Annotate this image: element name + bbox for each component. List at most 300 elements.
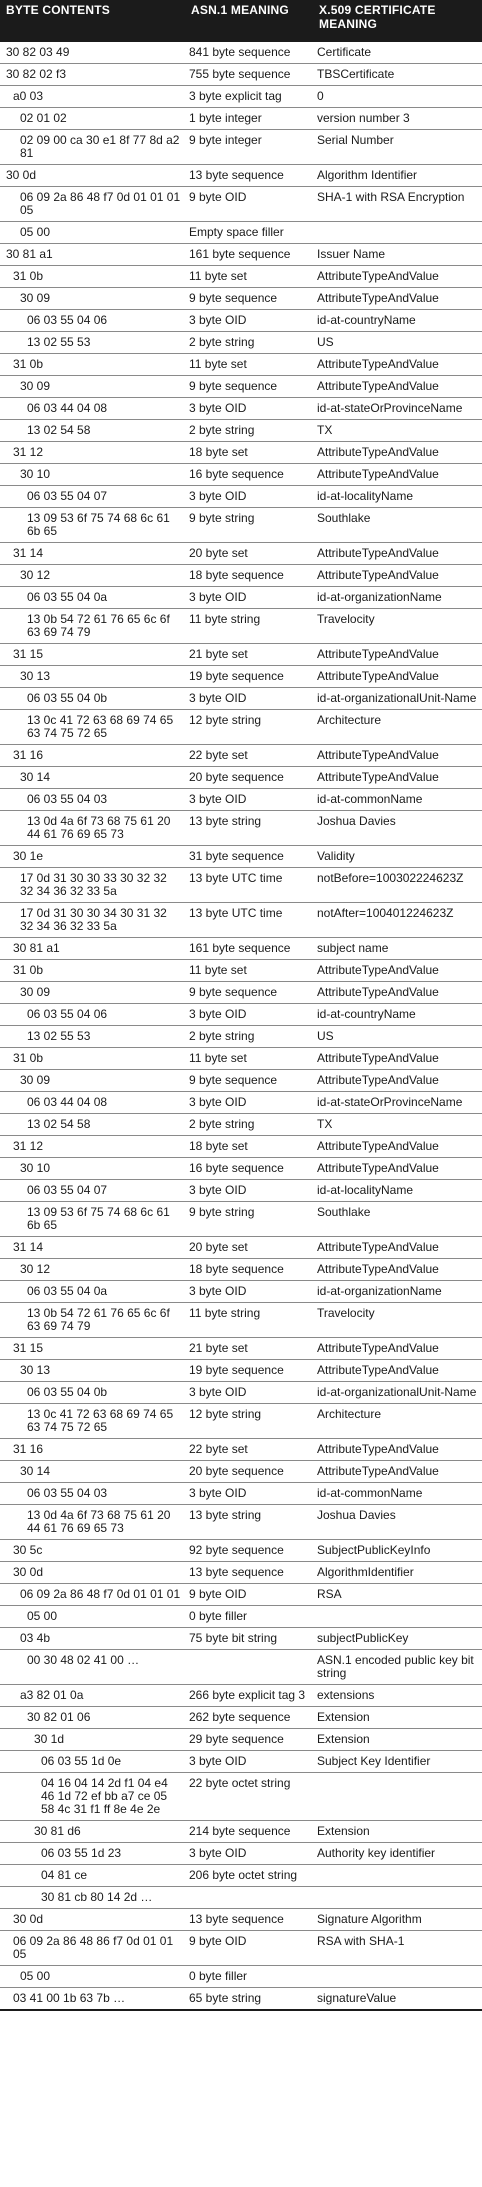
x509-meaning-cell: AttributeTypeAndValue bbox=[313, 288, 482, 310]
x509-meaning-cell: AttributeTypeAndValue bbox=[313, 565, 482, 587]
x509-meaning-cell: AttributeTypeAndValue bbox=[313, 1158, 482, 1180]
x509-meaning-cell: id-at-localityName bbox=[313, 1180, 482, 1202]
byte-contents-cell: 02 01 02 bbox=[0, 108, 185, 130]
x509-meaning-cell bbox=[313, 222, 482, 244]
table-row bbox=[0, 1461, 482, 1483]
x509-meaning-cell: notAfter=100401224623Z bbox=[313, 903, 482, 938]
table-row bbox=[0, 420, 482, 442]
asn1-meaning-cell: 3 byte OID bbox=[185, 587, 313, 609]
x509-meaning-cell: AttributeTypeAndValue bbox=[313, 464, 482, 486]
byte-contents-cell: 06 09 2a 86 48 f7 0d 01 01 01 05 bbox=[0, 187, 185, 222]
table-row bbox=[0, 187, 482, 222]
byte-contents-cell: 30 10 bbox=[0, 464, 185, 486]
byte-contents-cell: 06 03 55 04 0b bbox=[0, 1382, 185, 1404]
x509-meaning-cell: Architecture bbox=[313, 710, 482, 745]
table-row bbox=[0, 1773, 482, 1821]
asn1-meaning-cell: 0 byte filler bbox=[185, 1606, 313, 1628]
asn1-meaning-cell: 11 byte set bbox=[185, 354, 313, 376]
x509-meaning-cell: AttributeTypeAndValue bbox=[313, 354, 482, 376]
asn1-meaning-cell: 16 byte sequence bbox=[185, 1158, 313, 1180]
x509-meaning-cell: id-at-organizationalUnit-Name bbox=[313, 1382, 482, 1404]
byte-contents-cell: 31 0b bbox=[0, 266, 185, 288]
asn1-meaning-cell: 18 byte set bbox=[185, 442, 313, 464]
table-row bbox=[0, 1360, 482, 1382]
asn1-meaning-cell: 18 byte sequence bbox=[185, 565, 313, 587]
asn1-meaning-cell: 21 byte set bbox=[185, 1338, 313, 1360]
table-row bbox=[0, 666, 482, 688]
asn1-meaning-cell: 9 byte sequence bbox=[185, 376, 313, 398]
byte-contents-cell: 02 09 00 ca 30 e1 8f 77 8d a2 81 bbox=[0, 130, 185, 165]
x509-meaning-cell: ASN.1 encoded public key bit string bbox=[313, 1650, 482, 1685]
table-row bbox=[0, 868, 482, 903]
byte-contents-cell: 30 81 d6 bbox=[0, 1821, 185, 1843]
asn1-meaning-cell: 3 byte OID bbox=[185, 398, 313, 420]
x509-meaning-cell: subject name bbox=[313, 938, 482, 960]
asn1-meaning-cell: 20 byte set bbox=[185, 1237, 313, 1259]
x509-meaning-cell: id-at-countryName bbox=[313, 310, 482, 332]
asn1-meaning-cell: 3 byte OID bbox=[185, 1281, 313, 1303]
asn1-meaning-cell: 92 byte sequence bbox=[185, 1540, 313, 1562]
asn1-meaning-cell: 13 byte sequence bbox=[185, 1909, 313, 1931]
table-row bbox=[0, 310, 482, 332]
x509-meaning-cell: AlgorithmIdentifier bbox=[313, 1562, 482, 1584]
asn1-meaning-cell: 161 byte sequence bbox=[185, 938, 313, 960]
asn1-meaning-cell: 75 byte bit string bbox=[185, 1628, 313, 1650]
table-row bbox=[0, 222, 482, 244]
x509-meaning-cell: US bbox=[313, 1026, 482, 1048]
asn1-meaning-cell: 21 byte set bbox=[185, 644, 313, 666]
table-row bbox=[0, 644, 482, 666]
table-row bbox=[0, 710, 482, 745]
asn1-meaning-cell: 9 byte integer bbox=[185, 130, 313, 165]
table-row bbox=[0, 1628, 482, 1650]
byte-contents-cell: 30 0d bbox=[0, 165, 185, 187]
byte-contents-cell: 30 12 bbox=[0, 565, 185, 587]
byte-contents-cell: 06 03 55 1d 23 bbox=[0, 1843, 185, 1865]
asn1-meaning-cell: 29 byte sequence bbox=[185, 1729, 313, 1751]
table-row bbox=[0, 789, 482, 811]
table-row bbox=[0, 1303, 482, 1338]
table-row bbox=[0, 1540, 482, 1562]
byte-contents-cell: 30 82 02 f3 bbox=[0, 64, 185, 86]
table-row bbox=[0, 1685, 482, 1707]
x509-meaning-cell: AttributeTypeAndValue bbox=[313, 982, 482, 1004]
table-row bbox=[0, 130, 482, 165]
asn1-meaning-cell: 19 byte sequence bbox=[185, 1360, 313, 1382]
asn1-meaning-cell: 1 byte integer bbox=[185, 108, 313, 130]
asn1-meaning-cell: 13 byte string bbox=[185, 811, 313, 846]
asn1-meaning-cell: 2 byte string bbox=[185, 1114, 313, 1136]
x509-meaning-cell: TBSCertificate bbox=[313, 64, 482, 86]
asn1-meaning-cell: 2 byte string bbox=[185, 332, 313, 354]
x509-meaning-cell: Extension bbox=[313, 1729, 482, 1751]
asn1-meaning-cell: 13 byte UTC time bbox=[185, 903, 313, 938]
byte-contents-cell: 30 10 bbox=[0, 1158, 185, 1180]
x509-meaning-cell: id-at-organizationName bbox=[313, 1281, 482, 1303]
byte-contents-cell: 31 0b bbox=[0, 960, 185, 982]
x509-meaning-cell bbox=[313, 1865, 482, 1887]
x509-meaning-cell: Architecture bbox=[313, 1404, 482, 1439]
byte-contents-cell: 13 09 53 6f 75 74 68 6c 61 6b 65 bbox=[0, 1202, 185, 1237]
table-row bbox=[0, 1751, 482, 1773]
byte-contents-cell: 30 82 01 06 bbox=[0, 1707, 185, 1729]
table-row bbox=[0, 1707, 482, 1729]
asn1-meaning-cell: 11 byte string bbox=[185, 609, 313, 644]
x509-meaning-cell: US bbox=[313, 332, 482, 354]
table-row bbox=[0, 1439, 482, 1461]
asn1-meaning-cell: 3 byte OID bbox=[185, 1751, 313, 1773]
asn1-meaning-cell: 3 byte explicit tag bbox=[185, 86, 313, 108]
table-row bbox=[0, 398, 482, 420]
asn1-meaning-cell: 31 byte sequence bbox=[185, 846, 313, 868]
x509-meaning-cell: AttributeTypeAndValue bbox=[313, 666, 482, 688]
x509-meaning-cell bbox=[313, 1966, 482, 1988]
asn1-meaning-cell: 22 byte set bbox=[185, 1439, 313, 1461]
table-row bbox=[0, 42, 482, 64]
byte-contents-cell: 05 00 bbox=[0, 1966, 185, 1988]
byte-contents-cell: 04 16 04 14 2d f1 04 e4 46 1d 72 ef bb a7 ce 05 58 4c 31 f1 ff 8e 4e 2e bbox=[0, 1773, 185, 1821]
x509-meaning-cell: Serial Number bbox=[313, 130, 482, 165]
table-row bbox=[0, 1158, 482, 1180]
x509-meaning-cell: Algorithm Identifier bbox=[313, 165, 482, 187]
x509-meaning-cell: AttributeTypeAndValue bbox=[313, 1461, 482, 1483]
asn1-meaning-cell: 3 byte OID bbox=[185, 688, 313, 710]
x509-meaning-cell: TX bbox=[313, 1114, 482, 1136]
asn1-meaning-cell: 22 byte octet string bbox=[185, 1773, 313, 1821]
byte-contents-cell: 30 13 bbox=[0, 1360, 185, 1382]
table-row bbox=[0, 1966, 482, 1988]
x509-meaning-cell: Joshua Davies bbox=[313, 811, 482, 846]
x509-meaning-cell: SubjectPublicKeyInfo bbox=[313, 1540, 482, 1562]
byte-contents-cell: 00 30 48 02 41 00 … bbox=[0, 1650, 185, 1685]
byte-contents-cell: 06 03 44 04 08 bbox=[0, 398, 185, 420]
table-row bbox=[0, 1606, 482, 1628]
table-row bbox=[0, 1843, 482, 1865]
asn1-meaning-cell: 11 byte set bbox=[185, 1048, 313, 1070]
byte-contents-cell: 30 82 03 49 bbox=[0, 42, 185, 64]
asn1-meaning-cell: 20 byte sequence bbox=[185, 767, 313, 789]
byte-contents-cell: 06 03 55 04 07 bbox=[0, 486, 185, 508]
byte-contents-cell: 30 09 bbox=[0, 1070, 185, 1092]
x509-meaning-cell: subjectPublicKey bbox=[313, 1628, 482, 1650]
asn1-meaning-cell: 9 byte sequence bbox=[185, 982, 313, 1004]
table-row bbox=[0, 767, 482, 789]
x509-meaning-cell bbox=[313, 1773, 482, 1821]
x509-meaning-cell: AttributeTypeAndValue bbox=[313, 644, 482, 666]
table-row bbox=[0, 960, 482, 982]
x509-meaning-cell: Validity bbox=[313, 846, 482, 868]
x509-meaning-cell: id-at-commonName bbox=[313, 789, 482, 811]
x509-meaning-cell bbox=[313, 1606, 482, 1628]
table-row bbox=[0, 108, 482, 130]
byte-contents-cell: 31 16 bbox=[0, 1439, 185, 1461]
byte-contents-cell: a0 03 bbox=[0, 86, 185, 108]
table-row bbox=[0, 1505, 482, 1540]
byte-contents-cell: 06 03 55 04 07 bbox=[0, 1180, 185, 1202]
asn1-meaning-cell: 3 byte OID bbox=[185, 1483, 313, 1505]
asn1-meaning-cell: 19 byte sequence bbox=[185, 666, 313, 688]
x509-meaning-cell: id-at-organizationName bbox=[313, 587, 482, 609]
x509-meaning-cell: RSA with SHA-1 bbox=[313, 1931, 482, 1966]
asn1-meaning-cell: 18 byte set bbox=[185, 1136, 313, 1158]
x509-meaning-cell: id-at-stateOrProvinceName bbox=[313, 398, 482, 420]
byte-contents-cell: 31 15 bbox=[0, 644, 185, 666]
byte-contents-cell: 13 0d 4a 6f 73 68 75 61 20 44 61 76 69 65 73 bbox=[0, 811, 185, 846]
byte-contents-cell: 03 4b bbox=[0, 1628, 185, 1650]
byte-contents-cell: 05 00 bbox=[0, 1606, 185, 1628]
table-row bbox=[0, 288, 482, 310]
asn1-meaning-cell: 3 byte OID bbox=[185, 310, 313, 332]
table-row bbox=[0, 1821, 482, 1843]
asn1-meaning-cell: 9 byte OID bbox=[185, 1931, 313, 1966]
byte-contents-cell: 06 03 55 04 0a bbox=[0, 587, 185, 609]
byte-contents-cell: 13 0c 41 72 63 68 69 74 65 63 74 75 72 65 bbox=[0, 710, 185, 745]
table-row bbox=[0, 1729, 482, 1751]
byte-contents-cell: 31 0b bbox=[0, 354, 185, 376]
table-row bbox=[0, 846, 482, 868]
x509-meaning-cell: AttributeTypeAndValue bbox=[313, 1136, 482, 1158]
asn1-meaning-cell: Empty space filler bbox=[185, 222, 313, 244]
byte-contents-cell: 13 02 55 53 bbox=[0, 332, 185, 354]
table-row bbox=[0, 1404, 482, 1439]
byte-contents-cell: 13 0c 41 72 63 68 69 74 65 63 74 75 72 65 bbox=[0, 1404, 185, 1439]
asn1-meaning-cell: 214 byte sequence bbox=[185, 1821, 313, 1843]
byte-contents-cell: 30 12 bbox=[0, 1259, 185, 1281]
table-row bbox=[0, 1004, 482, 1026]
table-row bbox=[0, 1259, 482, 1281]
byte-contents-cell: 30 81 a1 bbox=[0, 938, 185, 960]
asn1-meaning-cell: 9 byte sequence bbox=[185, 288, 313, 310]
header-row bbox=[0, 0, 482, 42]
table-row bbox=[0, 86, 482, 108]
table-row bbox=[0, 244, 482, 266]
byte-contents-cell: a3 82 01 0a bbox=[0, 1685, 185, 1707]
byte-contents-cell: 13 0b 54 72 61 76 65 6c 6f 63 69 74 79 bbox=[0, 609, 185, 644]
asn1-meaning-cell: 11 byte set bbox=[185, 266, 313, 288]
x509-meaning-cell: Extension bbox=[313, 1707, 482, 1729]
x509-meaning-cell: AttributeTypeAndValue bbox=[313, 745, 482, 767]
byte-contents-cell: 13 0b 54 72 61 76 65 6c 6f 63 69 74 79 bbox=[0, 1303, 185, 1338]
asn1-meaning-cell: 3 byte OID bbox=[185, 486, 313, 508]
byte-contents-cell: 04 81 ce bbox=[0, 1865, 185, 1887]
header-x509-meaning: X.509 CERTIFICATE MEANING bbox=[313, 0, 482, 42]
asn1-meaning-cell: 9 byte string bbox=[185, 508, 313, 543]
table-row bbox=[0, 982, 482, 1004]
x509-meaning-cell: Southlake bbox=[313, 508, 482, 543]
x509-meaning-cell: id-at-stateOrProvinceName bbox=[313, 1092, 482, 1114]
asn1-meaning-cell: 2 byte string bbox=[185, 420, 313, 442]
x509-meaning-cell: AttributeTypeAndValue bbox=[313, 376, 482, 398]
table-row bbox=[0, 1070, 482, 1092]
x509-meaning-cell: AttributeTypeAndValue bbox=[313, 1360, 482, 1382]
x509-meaning-cell: SHA-1 with RSA Encryption bbox=[313, 187, 482, 222]
asn1-meaning-cell: 3 byte OID bbox=[185, 1382, 313, 1404]
byte-contents-cell: 31 14 bbox=[0, 1237, 185, 1259]
asn1-meaning-cell: 13 byte string bbox=[185, 1505, 313, 1540]
byte-contents-cell: 13 02 54 58 bbox=[0, 1114, 185, 1136]
asn1-meaning-cell: 161 byte sequence bbox=[185, 244, 313, 266]
asn1-meaning-cell: 13 byte UTC time bbox=[185, 868, 313, 903]
table-row bbox=[0, 442, 482, 464]
byte-contents-cell: 06 09 2a 86 48 f7 0d 01 01 01 bbox=[0, 1584, 185, 1606]
byte-contents-cell: 17 0d 31 30 30 34 30 31 32 32 34 36 32 33 5a bbox=[0, 903, 185, 938]
table-row bbox=[0, 376, 482, 398]
table-body bbox=[0, 42, 482, 2010]
table-row bbox=[0, 1650, 482, 1685]
x509-meaning-cell: Authority key identifier bbox=[313, 1843, 482, 1865]
byte-contents-cell: 06 03 55 04 03 bbox=[0, 1483, 185, 1505]
asn1-meaning-cell bbox=[185, 1650, 313, 1685]
asn1-meaning-cell: 3 byte OID bbox=[185, 1180, 313, 1202]
byte-contents-cell: 30 09 bbox=[0, 376, 185, 398]
x509-meaning-cell: version number 3 bbox=[313, 108, 482, 130]
table-row bbox=[0, 1931, 482, 1966]
asn1-meaning-cell: 9 byte sequence bbox=[185, 1070, 313, 1092]
x509-meaning-cell: AttributeTypeAndValue bbox=[313, 1070, 482, 1092]
byte-contents-cell: 30 14 bbox=[0, 767, 185, 789]
x509-meaning-cell: AttributeTypeAndValue bbox=[313, 1439, 482, 1461]
byte-contents-cell: 17 0d 31 30 30 33 30 32 32 32 34 36 32 33 5a bbox=[0, 868, 185, 903]
header-byte-contents: BYTE CONTENTS bbox=[0, 0, 185, 42]
asn1-meaning-cell: 2 byte string bbox=[185, 1026, 313, 1048]
byte-contents-cell: 30 5c bbox=[0, 1540, 185, 1562]
table-row bbox=[0, 354, 482, 376]
x509-meaning-cell: AttributeTypeAndValue bbox=[313, 543, 482, 565]
asn1-meaning-cell: 0 byte filler bbox=[185, 1966, 313, 1988]
table-row bbox=[0, 1584, 482, 1606]
table-row bbox=[0, 1180, 482, 1202]
x509-meaning-cell: AttributeTypeAndValue bbox=[313, 442, 482, 464]
table-row bbox=[0, 1382, 482, 1404]
table-row bbox=[0, 1048, 482, 1070]
byte-contents-cell: 30 09 bbox=[0, 288, 185, 310]
asn1-meaning-cell: 18 byte sequence bbox=[185, 1259, 313, 1281]
x509-meaning-cell: AttributeTypeAndValue bbox=[313, 960, 482, 982]
byte-contents-cell: 06 03 55 04 06 bbox=[0, 310, 185, 332]
table-row bbox=[0, 1338, 482, 1360]
table-row bbox=[0, 587, 482, 609]
table-row bbox=[0, 609, 482, 644]
table-row bbox=[0, 1114, 482, 1136]
byte-contents-cell: 30 81 a1 bbox=[0, 244, 185, 266]
table-row bbox=[0, 1202, 482, 1237]
asn1-meaning-cell: 755 byte sequence bbox=[185, 64, 313, 86]
table-row bbox=[0, 543, 482, 565]
x509-meaning-cell: id-at-countryName bbox=[313, 1004, 482, 1026]
table-row bbox=[0, 1237, 482, 1259]
byte-contents-cell: 06 03 55 04 03 bbox=[0, 789, 185, 811]
byte-contents-cell: 13 0d 4a 6f 73 68 75 61 20 44 61 76 69 65 73 bbox=[0, 1505, 185, 1540]
asn1-meaning-cell: 11 byte string bbox=[185, 1303, 313, 1338]
byte-contents-cell: 30 13 bbox=[0, 666, 185, 688]
byte-contents-cell: 05 00 bbox=[0, 222, 185, 244]
table-row bbox=[0, 811, 482, 846]
table-row bbox=[0, 508, 482, 543]
table-row bbox=[0, 1988, 482, 2011]
x509-meaning-cell: 0 bbox=[313, 86, 482, 108]
table-row bbox=[0, 1026, 482, 1048]
table-row bbox=[0, 1865, 482, 1887]
table-row bbox=[0, 1092, 482, 1114]
byte-contents-cell: 31 12 bbox=[0, 1136, 185, 1158]
byte-contents-cell: 06 03 44 04 08 bbox=[0, 1092, 185, 1114]
x509-meaning-cell: AttributeTypeAndValue bbox=[313, 1237, 482, 1259]
byte-contents-cell: 30 09 bbox=[0, 982, 185, 1004]
asn1-meaning-cell: 13 byte sequence bbox=[185, 1562, 313, 1584]
x509-meaning-cell: AttributeTypeAndValue bbox=[313, 1338, 482, 1360]
table-row bbox=[0, 1483, 482, 1505]
table-row bbox=[0, 332, 482, 354]
byte-contents-cell: 06 03 55 04 06 bbox=[0, 1004, 185, 1026]
table-row bbox=[0, 1887, 482, 1909]
x509-meaning-cell: AttributeTypeAndValue bbox=[313, 266, 482, 288]
asn1-meaning-cell: 12 byte string bbox=[185, 1404, 313, 1439]
table-row bbox=[0, 745, 482, 767]
asn1-meaning-cell: 22 byte set bbox=[185, 745, 313, 767]
byte-contents-cell: 13 09 53 6f 75 74 68 6c 61 6b 65 bbox=[0, 508, 185, 543]
byte-contents-cell: 06 09 2a 86 48 86 f7 0d 01 01 05 bbox=[0, 1931, 185, 1966]
asn1-meaning-cell: 9 byte OID bbox=[185, 187, 313, 222]
table-row bbox=[0, 64, 482, 86]
asn1-meaning-cell bbox=[185, 1887, 313, 1909]
table-row bbox=[0, 1562, 482, 1584]
table-header bbox=[0, 0, 482, 42]
asn1-meaning-cell: 3 byte OID bbox=[185, 1843, 313, 1865]
table-row bbox=[0, 1281, 482, 1303]
byte-contents-cell: 30 0d bbox=[0, 1562, 185, 1584]
byte-contents-cell: 30 0d bbox=[0, 1909, 185, 1931]
table-row bbox=[0, 464, 482, 486]
asn1-meaning-cell: 3 byte OID bbox=[185, 789, 313, 811]
byte-contents-cell: 06 03 55 04 0b bbox=[0, 688, 185, 710]
table-row bbox=[0, 1136, 482, 1158]
asn1-meaning-cell: 20 byte sequence bbox=[185, 1461, 313, 1483]
asn1-meaning-cell: 206 byte octet string bbox=[185, 1865, 313, 1887]
x509-meaning-cell: Subject Key Identifier bbox=[313, 1751, 482, 1773]
asn1-meaning-cell: 3 byte OID bbox=[185, 1004, 313, 1026]
byte-contents-cell: 30 14 bbox=[0, 1461, 185, 1483]
table-row bbox=[0, 266, 482, 288]
x509-meaning-cell: AttributeTypeAndValue bbox=[313, 1048, 482, 1070]
byte-contents-cell: 13 02 55 53 bbox=[0, 1026, 185, 1048]
byte-contents-cell: 31 12 bbox=[0, 442, 185, 464]
asn1-meaning-cell: 16 byte sequence bbox=[185, 464, 313, 486]
x509-meaning-cell: Joshua Davies bbox=[313, 1505, 482, 1540]
byte-contents-cell: 06 03 55 04 0a bbox=[0, 1281, 185, 1303]
table-row bbox=[0, 938, 482, 960]
table-row bbox=[0, 1909, 482, 1931]
asn1-meaning-cell: 13 byte sequence bbox=[185, 165, 313, 187]
asn1-meaning-cell: 266 byte explicit tag 3 bbox=[185, 1685, 313, 1707]
x509-meaning-cell: id-at-organizationalUnit-Name bbox=[313, 688, 482, 710]
x509-meaning-cell: Issuer Name bbox=[313, 244, 482, 266]
byte-contents-cell: 30 1e bbox=[0, 846, 185, 868]
asn1-meaning-cell: 12 byte string bbox=[185, 710, 313, 745]
x509-meaning-cell: id-at-localityName bbox=[313, 486, 482, 508]
byte-contents-cell: 30 81 cb 80 14 2d … bbox=[0, 1887, 185, 1909]
x509-meaning-cell: Signature Algorithm bbox=[313, 1909, 482, 1931]
x509-meaning-cell: Travelocity bbox=[313, 1303, 482, 1338]
x509-meaning-cell bbox=[313, 1887, 482, 1909]
table-row bbox=[0, 565, 482, 587]
byte-contents-cell: 31 16 bbox=[0, 745, 185, 767]
asn1-meaning-cell: 262 byte sequence bbox=[185, 1707, 313, 1729]
byte-contents-cell: 06 03 55 1d 0e bbox=[0, 1751, 185, 1773]
x509-meaning-cell: AttributeTypeAndValue bbox=[313, 767, 482, 789]
asn1-meaning-cell: 20 byte set bbox=[185, 543, 313, 565]
asn1-meaning-cell: 3 byte OID bbox=[185, 1092, 313, 1114]
x509-meaning-cell: Travelocity bbox=[313, 609, 482, 644]
